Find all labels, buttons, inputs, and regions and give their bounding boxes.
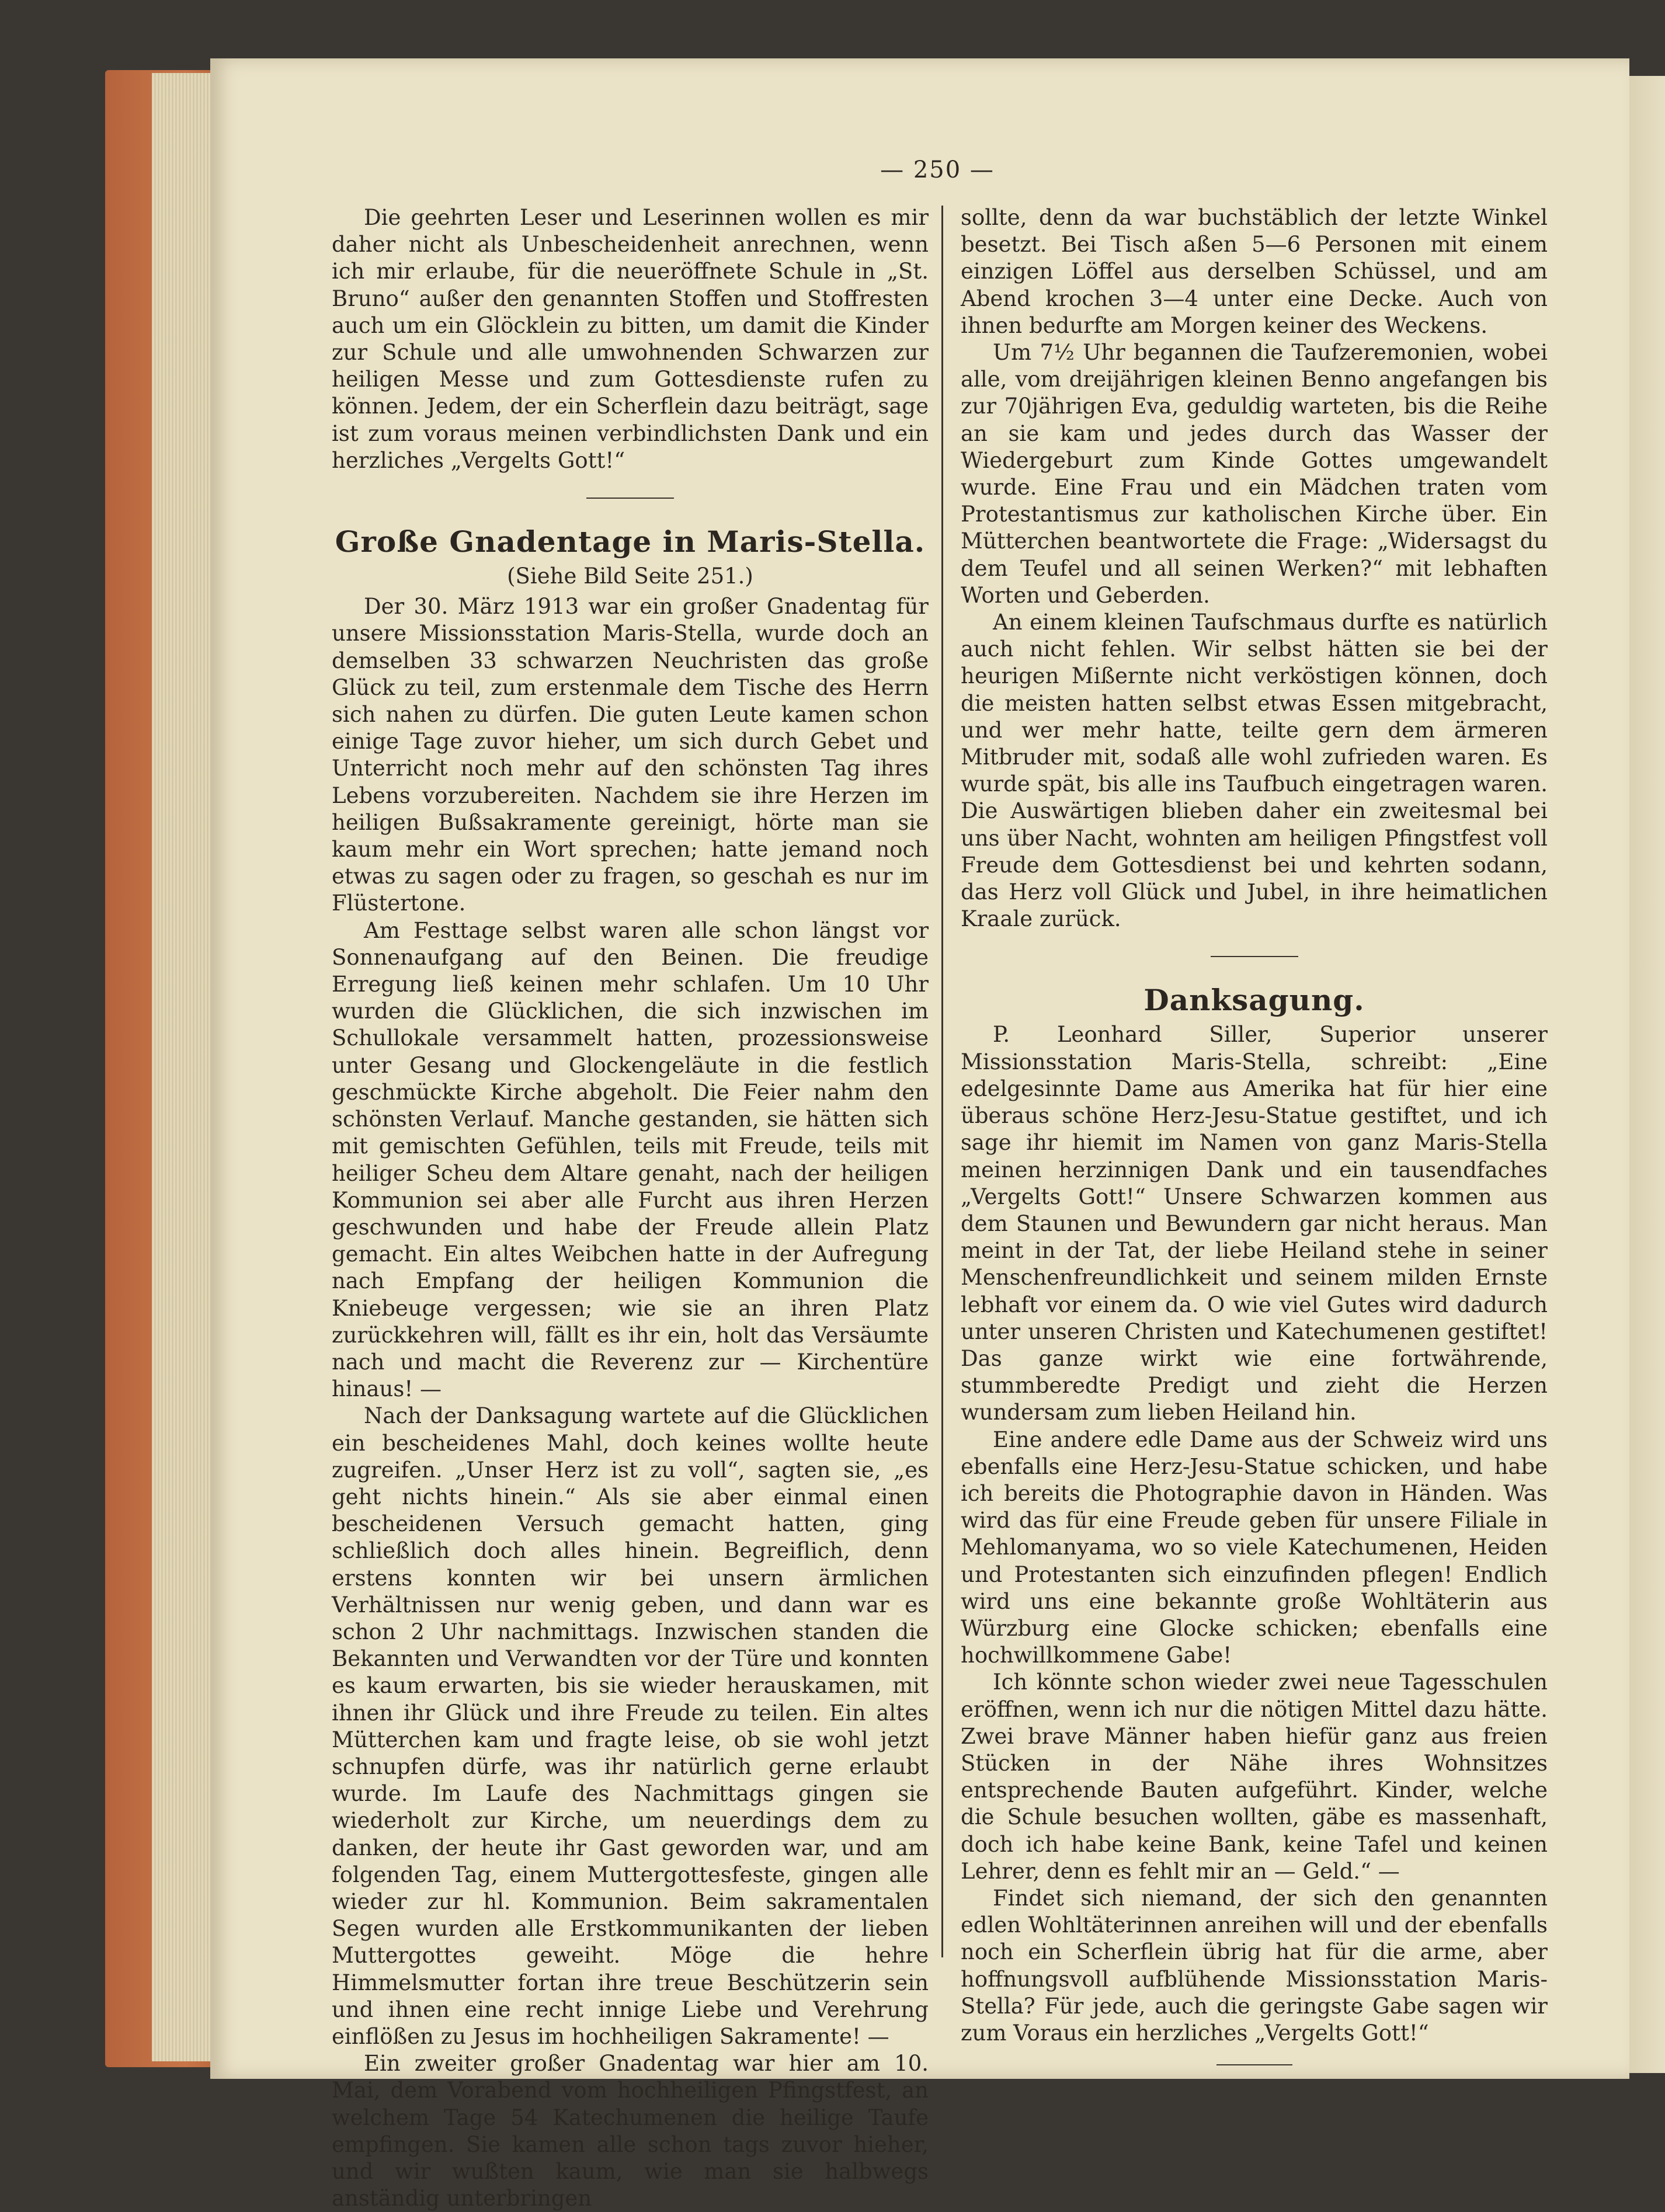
thanks-title: Danksagung. bbox=[1143, 983, 1365, 1018]
article-subtitle: (Siehe Bild Seite 251.) bbox=[507, 564, 753, 589]
article-paragraph: Um 7½ Uhr begannen die Taufzeremonien, wobei alle, vom dreijährigen kleinen Benno angefangen bis zur 70jährigen Eva, geduldig warteten, bis die Reihe an sie kam und jedes durch das Wasser der Wiedergeburt zum Kinde Gottes umgewandelt wurde. Eine Frau und ein Mädchen traten vom Protestantismus zur katholischen Kirche über. Ein Mütterchen beantwortete die Frage: „Widersagst du dem Teufel und all seinen Werken?“ mit lebhaften Worten und Geberden. bbox=[961, 340, 1548, 608]
section-separator bbox=[1211, 956, 1298, 957]
article-paragraph: An einem kleinen Taufschmaus durfte es natürlich auch nicht fehlen. Wir selbst hätten sie bei der heurigen Mißernte nicht verköstigen können, doch die meisten hatten selbst etwas Essen mitgebracht, und wer mehr hatte, teilte gern dem ärmeren Mitbruder mit, sodaß alle wohl zufrieden waren. Es wurde spät, bis alle ins Taufbuch eingetragen waren. Die Auswärtigen blieben daher ein zweitesmal bei uns über Nacht, wohnten am heiligen Pfingstfest voll Freude dem Gottesdienst bei und kehrten sodann, das Herz voll Glück und Jubel, in ihre heimatlichen Kraale zurück. bbox=[961, 610, 1548, 932]
article-paragraph: Am Festtage selbst waren alle schon längst vor Sonnenaufgang auf den Beinen. Die freudige Erregung ließ keinen mehr schlafen. Um 10 Uhr wurden die Glücklichen, die sich inzwischen im Schullokale versammelt hatten, prozessionsweise unter Gesang und Glockengeläute in die festlich geschmückte Kirche abgeholt. Die Feier nahm den schönsten Verlauf. Manche gestanden, sie hätten sich mit gemischten Gefühlen, teils mit Freude, teils mit heiliger Scheu dem Altare genaht, nach der heiligen Kommunion sei aber alle Furcht aus ihren Herzen geschwunden und habe der Freude allein Platz gemacht. Ein altes Weibchen hatte in der Aufregung nach Empfang der heiligen Kommunion die Kniebeuge vergessen; wie sie an ihren Platz zurückkehren will, fällt es ihr ein, holt das Versäumte nach und macht die Reverenz zur — Kirchentüre hinaus! — bbox=[332, 917, 929, 1402]
page-number: — 250 — bbox=[880, 156, 995, 183]
article-continuation: sollte, denn da war buchstäblich der letzte Winkel besetzt. Bei Tisch aßen 5—6 Personen mit einem einzigen Löffel aus derselben Schüssel, und am Abend krochen 3—4 unter eine Decke. Auch von ihnen bedurfte am Morgen keiner des Weckens. bbox=[961, 205, 1548, 338]
thanks-paragraph: Eine andere edle Dame aus der Schweiz wird uns ebenfalls eine Herz-Jesu-Statue schicken, und habe ich bereits die Photographie davon in Händen. Was wird das für eine Freude geben für unsere Filiale in Mehlomanyama, wo so viele Katechumenen, Heiden und Protestanten sich einzufinden pflegen! Endlich wird uns eine bekannte große Wohltäterin aus Würzburg eine Glocke schicken; ebenfalls eine hochwillkommene Gabe! bbox=[961, 1427, 1548, 1668]
article-paragraph: Nach der Danksagung wartete auf die Glücklichen ein bescheidenes Mahl, doch keines wollte heute zugreifen. „Unser Herz ist zu voll“, sagten sie, „es geht nichts hinein.“ Als sie aber einmal einen bescheidenen Versuch gemacht hatten, ging schließlich doch alles hinein. Begreiflich, denn erstens konnten wir bei unsern ärmlichen Verhältnissen nur wenig geben, und dann war es schon 2 Uhr nachmittags. Inzwischen standen die Bekannten und Verwandten vor der Türe und konnten es kaum erwarten, bis sie wieder herauskamen, mit ihnen ihr Glück und ihre Freude zu teilen. Ein altes Mütterchen kam und fragte leise, ob sie wohl jetzt schnupfen dürfe, was ihr natürlich gerne erlaubt wurde. Im Laufe des Nachmittags gingen sie wiederholt zur Kirche, um neuerdings dem zu danken, der heute ihr Gast geworden war, und am folgenden Tag, einem Muttergottesfeste, gingen alle wieder zur hl. Kommunion. Beim sakramentalen Segen wurden alle Erstkommunikanten der lieben Muttergottes geweiht. Möge die hehre Himmelsmutter fortan ihre treue Beschützerin sein und ihnen eine recht innige Liebe und Verehrung einflößen zu Jesus im hochheiligen Sakramente! — bbox=[332, 1403, 929, 2049]
thanks-paragraph: P. Leonhard Siller, Superior unserer Missionsstation Maris-Stella, schreibt: „Eine edelgesinnte Dame aus Amerika hat für hier eine überaus schöne Herz-Jesu-Statue gestiftet, und ich sage ihr hiemit im Namen von ganz Maris-Stella meinen herzinnigen Dank und ein tausendfaches „Vergelts Gott!“ Unsere Schwarzen kommen aus dem Staunen und Bewundern gar nicht heraus. Man meint in der Tat, der liebe Heiland stehe in seiner Menschenfreundlichkeit und seinem milden Ernste lebhaft vor einem da. O wie viel Gutes wird dadurch unter unseren Christen und Katechumenen gestiftet! Das ganze wirkt wie eine fortwährende, stummberedte Predigt und zieht die Herzen wundersam zum lieben Heiland hin. bbox=[961, 1022, 1548, 1425]
thanks-paragraph: Findet sich niemand, der sich den genannten edlen Wohltäterinnen anreihen will und der ebenfalls noch ein Scherflein übrig hat für die arme, aber hoffnungsvoll aufblühende Missionsstation Maris-Stella? Für jede, auch die geringste Gabe sagen wir zum Voraus ein herzliches „Vergelts Gott!“ bbox=[961, 1885, 1548, 2046]
intro-paragraph: Die geehrten Leser und Leserinnen wollen es mir daher nicht als Unbescheidenheit anrechnen, wenn ich mir erlaube, für die neueröffnete Schule in „St. Bruno“ außer den genannten Stoffen und Stoffresten auch um ein Glöcklein zu bitten, um damit die Kinder zur Schule und alle umwohnenden Schwarzen zur heiligen Messe und zum Gottesdienste rufen zu können. Jedem, der ein Scherflein dazu beiträgt, sage ist zum voraus meinen verbindlichsten Dank und ein herzliches „Vergelts Gott!“ bbox=[332, 205, 929, 473]
article-paragraph: Ein zweiter großer Gnadentag war hier am 10. Mai, dem Vorabend vom hochheiligen Pfingstfest, an welchem Tage 54 Katechumenen die heilige Taufe empfingen. Sie kamen alle schon tags zuvor hieher, und wir wußten kaum, wie man sie halbwegs anständig unterbringen bbox=[332, 2051, 929, 2211]
column-rule bbox=[941, 206, 943, 1957]
left-column bbox=[332, 204, 929, 2212]
section-separator bbox=[586, 498, 674, 499]
article-paragraph: Der 30. März 1913 war ein großer Gnadentag für unsere Missionsstation Maris-Stella, wurde doch an demselben 33 schwarzen Neuchristen das große Glück zu teil, zum erstenmale dem Tische des Herrn sich nahen zu dürfen. Die guten Leute kamen schon einige Tage zuvor hieher, um sich durch Gebet und Unterricht noch mehr auf den schönsten Tag ihres Lebens vorzubereiten. Nachdem sie ihre Herzen im heiligen Bußsakramente gereinigt, hörte man sie kaum mehr ein Wort sprechen; hatte jemand noch etwas zu sagen oder zu fragen, so geschah es nur im Flüstertone. bbox=[332, 594, 929, 916]
right-column bbox=[961, 204, 1548, 2065]
thanks-paragraph: Ich könnte schon wieder zwei neue Tagesschulen eröffnen, wenn ich nur die nötigen Mittel dazu hätte. Zwei brave Männer haben hiefür ganz aus freien Stücken in der Nähe ihres Wohnsitzes entsprechende Bauten aufgeführt. Kinder, welche die Schule besuchen wollten, gäbe es massenhaft, doch ich habe keine Bank, keine Tafel und keinen Lehrer, denn es fehlt mir an — Geld.“ — bbox=[961, 1670, 1548, 1884]
article-title: Große Gnadentage in Maris-Stella. bbox=[335, 524, 926, 559]
end-separator bbox=[1216, 2064, 1292, 2065]
